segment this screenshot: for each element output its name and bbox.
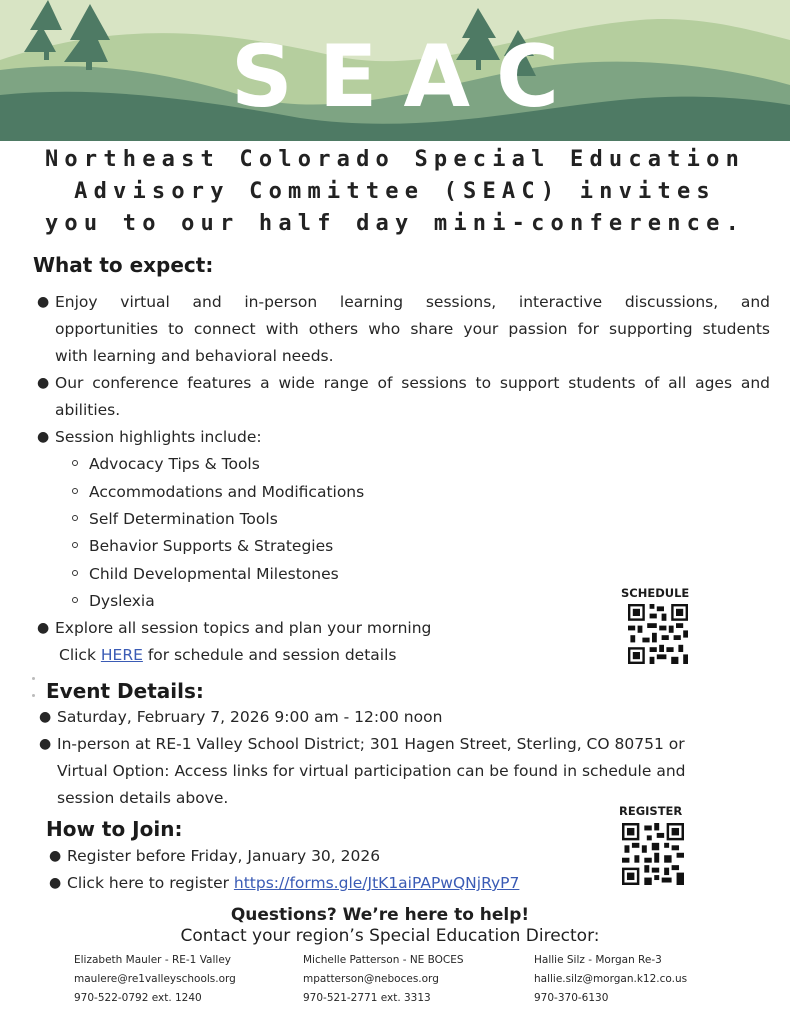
decorative-dot xyxy=(32,694,35,697)
explore-topics-text: Explore all session topics and plan your morning xyxy=(55,619,432,637)
expect-b2-line-1: Our conference features a wide range of sessions to support students of all ages and xyxy=(55,374,770,392)
headline-line-1: Northeast Colorado Special Education xyxy=(44,147,746,172)
event-location-line-1: In-person at RE-1 Valley School District; 301 Hagen Street, Sterling, CO 80751 or xyxy=(57,735,685,753)
schedule-qr-label: SCHEDULE xyxy=(621,586,690,600)
contact-phone: 970-521-2771 ext. 3313 xyxy=(303,992,431,1004)
contact-email[interactable]: hallie.silz@morgan.k12.co.us xyxy=(534,973,688,985)
circle-bullet-icon xyxy=(72,597,78,603)
contact-card-silz xyxy=(534,951,687,1008)
circle-bullet-icon xyxy=(72,542,78,548)
bullet-icon: ● xyxy=(37,429,50,445)
expect-b1-line-3: with learning and behavioral needs. xyxy=(55,347,334,365)
bullet-icon: ● xyxy=(39,736,52,752)
expect-b2-line-2: abilities. xyxy=(55,401,121,419)
schedule-here-link[interactable]: HERE xyxy=(100,646,143,664)
contact-email[interactable]: mpatterson@neboces.org xyxy=(303,973,439,985)
expect-b1-line-2: opportunities to connect with others who share your passion for supporting students xyxy=(55,320,770,338)
contact-card-mauler xyxy=(74,951,236,1008)
bullet-icon: ● xyxy=(37,620,50,636)
highlight-item: Advocacy Tips & Tools xyxy=(72,451,260,478)
highlight-item: Behavior Supports & Strategies xyxy=(72,533,333,560)
contact-name: Hallie Silz - Morgan Re-3 xyxy=(534,954,662,966)
headline-line-3: you to our half day mini-conference. xyxy=(44,211,746,236)
highlight-item: Accommodations and Modifications xyxy=(72,479,364,506)
bullet-icon: ● xyxy=(49,848,62,864)
register-deadline: Register before Friday, January 30, 2026 xyxy=(67,847,381,865)
session-highlights-label: Session highlights include: xyxy=(55,428,262,446)
bullet-icon: ● xyxy=(49,875,62,891)
decorative-dot xyxy=(32,677,35,680)
header-banner xyxy=(0,0,790,141)
what-to-expect-heading: What to expect: xyxy=(33,253,214,277)
bullet-icon: ● xyxy=(37,375,50,391)
bullet-icon: ● xyxy=(37,294,50,310)
register-qr-code[interactable] xyxy=(622,823,684,885)
contact-name: Elizabeth Mauler - RE-1 Valley xyxy=(74,954,232,966)
invitation-headline xyxy=(0,144,790,240)
circle-bullet-icon xyxy=(72,570,78,576)
highlight-item: Dyslexia xyxy=(72,588,155,615)
register-link-line: Click here to register https://forms.gle/JtK1aiPAPwQNjRyP7 xyxy=(67,874,520,892)
contact-director-subtitle: Contact your region’s Special Education Director: xyxy=(180,926,600,946)
headline-line-2: Advisory Committee (SEAC) invites xyxy=(74,179,716,204)
register-qr-label: REGISTER xyxy=(619,804,683,818)
register-form-link[interactable]: https://forms.gle/JtK1aiPAPwQNjRyP7 xyxy=(233,874,520,892)
event-details-heading: Event Details: xyxy=(46,679,204,703)
bullet-icon: ● xyxy=(39,709,52,725)
highlight-item: Child Developmental Milestones xyxy=(72,561,339,588)
questions-heading: Questions? We’re here to help! xyxy=(230,905,530,925)
contact-phone: 970-370-6130 xyxy=(534,992,609,1004)
how-to-join-heading: How to Join: xyxy=(46,817,183,841)
circle-bullet-icon xyxy=(72,488,78,494)
contact-phone: 970-522-0792 ext. 1240 xyxy=(74,992,202,1004)
banner-title: SEAC xyxy=(230,27,586,127)
circle-bullet-icon xyxy=(72,515,78,521)
highlight-item: Self Determination Tools xyxy=(72,506,278,533)
event-location-line-2: Virtual Option: Access links for virtual participation can be found in schedule and xyxy=(57,762,686,780)
event-date: Saturday, February 7, 2026 9:00 am - 12:00 noon xyxy=(57,708,443,726)
schedule-qr-code[interactable] xyxy=(628,604,688,664)
contact-email[interactable]: maulere@re1valleyschools.org xyxy=(74,973,236,985)
schedule-link-line: Click HERE for schedule and session details xyxy=(59,646,397,664)
circle-bullet-icon xyxy=(72,460,78,466)
contact-card-patterson xyxy=(303,951,464,1008)
expect-b1-line-1: Enjoy virtual and in-person learning sessions, interactive discussions, and xyxy=(55,293,770,311)
event-location-line-3: session details above. xyxy=(57,789,229,807)
contact-name: Michelle Patterson - NE BOCES xyxy=(303,954,464,966)
